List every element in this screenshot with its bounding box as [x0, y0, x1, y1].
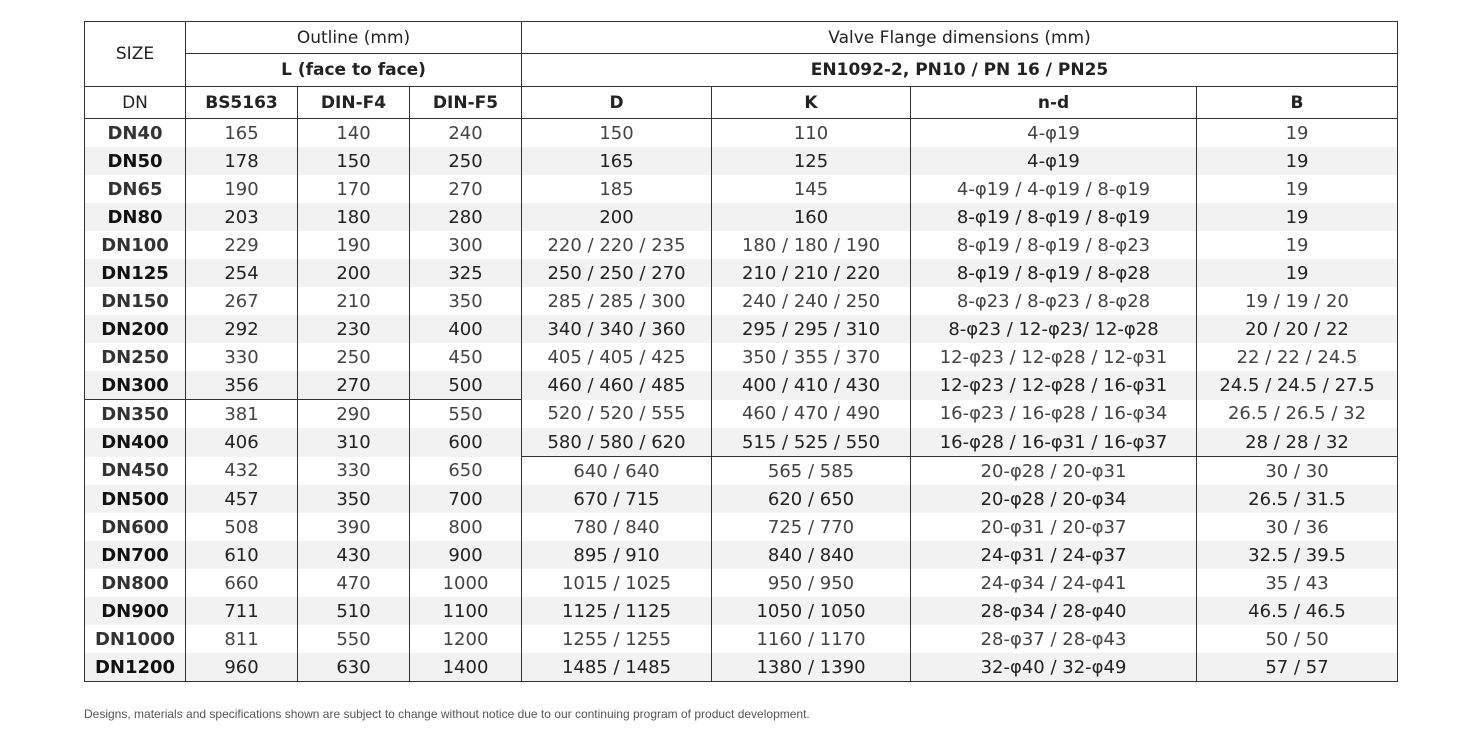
cell-size: DN600 — [85, 513, 186, 541]
cell-din-f4: 210 — [298, 287, 410, 315]
cell-n-d: 12-φ23 / 12-φ28 / 16-φ31 — [911, 371, 1197, 400]
cell-bs5163: 711 — [186, 597, 298, 625]
cell-bs5163: 229 — [186, 231, 298, 259]
cell-k: 125 — [712, 147, 911, 175]
cell-bs5163: 254 — [186, 259, 298, 287]
table-row — [85, 259, 1398, 287]
cell-bs5163: 356 — [186, 371, 298, 400]
cell-size: DN50 — [85, 147, 186, 175]
cell-k: 1160 / 1170 — [712, 625, 911, 653]
cell-d: 150 — [522, 119, 712, 148]
cell-k: 620 / 650 — [712, 485, 911, 513]
cell-b: 30 / 30 — [1197, 457, 1398, 486]
cell-b: 19 / 19 / 20 — [1197, 287, 1398, 315]
cell-size: DN350 — [85, 400, 186, 429]
cell-n-d: 16-φ28 / 16-φ31 / 16-φ37 — [911, 428, 1197, 457]
column-header-n-d: n-d — [911, 87, 1197, 119]
cell-n-d: 4-φ19 — [911, 147, 1197, 175]
column-header-din-f5: DIN-F5 — [410, 87, 522, 119]
cell-size: DN1200 — [85, 653, 186, 682]
table-row — [85, 625, 1398, 653]
cell-din-f4: 330 — [298, 457, 410, 486]
cell-d: 340 / 340 / 360 — [522, 315, 712, 343]
cell-din-f4: 550 — [298, 625, 410, 653]
cell-n-d: 8-φ19 / 8-φ19 / 8-φ23 — [911, 231, 1197, 259]
size-header: SIZE — [85, 22, 186, 87]
cell-b: 22 / 22 / 24.5 — [1197, 343, 1398, 371]
cell-din-f5: 270 — [410, 175, 522, 203]
cell-b: 30 / 36 — [1197, 513, 1398, 541]
cell-din-f4: 150 — [298, 147, 410, 175]
cell-din-f5: 600 — [410, 428, 522, 457]
cell-size: DN80 — [85, 203, 186, 231]
standard-header: EN1092-2, PN10 / PN 16 / PN25 — [522, 54, 1398, 87]
cell-din-f4: 310 — [298, 428, 410, 457]
cell-size: DN800 — [85, 569, 186, 597]
cell-b: 35 / 43 — [1197, 569, 1398, 597]
cell-size: DN100 — [85, 231, 186, 259]
cell-size: DN500 — [85, 485, 186, 513]
cell-b: 19 — [1197, 119, 1398, 148]
cell-bs5163: 381 — [186, 400, 298, 429]
cell-bs5163: 406 — [186, 428, 298, 457]
footnote: Designs, materials and specifications shown are subject to change without notice due to our continuing program of product development. — [84, 707, 810, 721]
table-row — [85, 541, 1398, 569]
cell-n-d: 20-φ31 / 20-φ37 — [911, 513, 1197, 541]
table-row — [85, 428, 1398, 457]
cell-din-f5: 240 — [410, 119, 522, 148]
cell-k: 240 / 240 / 250 — [712, 287, 911, 315]
cell-din-f4: 270 — [298, 371, 410, 400]
cell-d: 220 / 220 / 235 — [522, 231, 712, 259]
cell-din-f5: 700 — [410, 485, 522, 513]
cell-d: 285 / 285 / 300 — [522, 287, 712, 315]
cell-size: DN250 — [85, 343, 186, 371]
cell-din-f5: 1400 — [410, 653, 522, 682]
cell-din-f4: 170 — [298, 175, 410, 203]
valve-flange-header: Valve Flange dimensions (mm) — [522, 22, 1398, 54]
cell-din-f4: 250 — [298, 343, 410, 371]
cell-din-f5: 550 — [410, 400, 522, 429]
cell-k: 145 — [712, 175, 911, 203]
cell-din-f4: 350 — [298, 485, 410, 513]
cell-bs5163: 292 — [186, 315, 298, 343]
column-header-d: D — [522, 87, 712, 119]
cell-b: 26.5 / 26.5 / 32 — [1197, 400, 1398, 429]
cell-d: 405 / 405 / 425 — [522, 343, 712, 371]
table-row — [85, 569, 1398, 597]
cell-k: 950 / 950 — [712, 569, 911, 597]
table-row — [85, 653, 1398, 682]
cell-size: DN200 — [85, 315, 186, 343]
cell-din-f5: 800 — [410, 513, 522, 541]
table-row — [85, 231, 1398, 259]
cell-d: 1015 / 1025 — [522, 569, 712, 597]
cell-din-f5: 1000 — [410, 569, 522, 597]
cell-bs5163: 190 — [186, 175, 298, 203]
cell-din-f4: 290 — [298, 400, 410, 429]
cell-din-f5: 325 — [410, 259, 522, 287]
cell-n-d: 24-φ31 / 24-φ37 — [911, 541, 1197, 569]
table-row — [85, 457, 1398, 486]
cell-d: 640 / 640 — [522, 457, 712, 486]
cell-din-f4: 190 — [298, 231, 410, 259]
valve-spec-table-container — [84, 21, 1397, 682]
cell-din-f5: 650 — [410, 457, 522, 486]
cell-size: DN400 — [85, 428, 186, 457]
table-row — [85, 147, 1398, 175]
cell-din-f4: 430 — [298, 541, 410, 569]
cell-size: DN300 — [85, 371, 186, 400]
cell-d: 670 / 715 — [522, 485, 712, 513]
cell-d: 895 / 910 — [522, 541, 712, 569]
cell-size: DN150 — [85, 287, 186, 315]
cell-n-d: 16-φ23 / 16-φ28 / 16-φ34 — [911, 400, 1197, 429]
table-row — [85, 485, 1398, 513]
cell-din-f5: 280 — [410, 203, 522, 231]
cell-k: 295 / 295 / 310 — [712, 315, 911, 343]
cell-d: 1255 / 1255 — [522, 625, 712, 653]
cell-bs5163: 508 — [186, 513, 298, 541]
cell-k: 515 / 525 / 550 — [712, 428, 911, 457]
cell-n-d: 20-φ28 / 20-φ34 — [911, 485, 1197, 513]
cell-bs5163: 960 — [186, 653, 298, 682]
cell-k: 840 / 840 — [712, 541, 911, 569]
cell-n-d: 28-φ34 / 28-φ40 — [911, 597, 1197, 625]
cell-din-f4: 510 — [298, 597, 410, 625]
cell-d: 200 — [522, 203, 712, 231]
table-row — [85, 513, 1398, 541]
cell-din-f5: 500 — [410, 371, 522, 400]
cell-size: DN700 — [85, 541, 186, 569]
cell-din-f4: 390 — [298, 513, 410, 541]
table-row — [85, 597, 1398, 625]
table-row — [85, 119, 1398, 148]
cell-din-f4: 470 — [298, 569, 410, 597]
table-row — [85, 203, 1398, 231]
cell-d: 580 / 580 / 620 — [522, 428, 712, 457]
cell-size: DN65 — [85, 175, 186, 203]
cell-din-f4: 140 — [298, 119, 410, 148]
valve-spec-table — [84, 21, 1398, 682]
cell-k: 160 — [712, 203, 911, 231]
cell-k: 180 / 180 / 190 — [712, 231, 911, 259]
face-to-face-header: L (face to face) — [186, 54, 522, 87]
cell-din-f4: 230 — [298, 315, 410, 343]
cell-din-f5: 350 — [410, 287, 522, 315]
cell-d: 185 — [522, 175, 712, 203]
cell-k: 1380 / 1390 — [712, 653, 911, 682]
cell-bs5163: 457 — [186, 485, 298, 513]
cell-n-d: 12-φ23 / 12-φ28 / 12-φ31 — [911, 343, 1197, 371]
cell-k: 565 / 585 — [712, 457, 911, 486]
cell-d: 1125 / 1125 — [522, 597, 712, 625]
cell-n-d: 28-φ37 / 28-φ43 — [911, 625, 1197, 653]
cell-din-f5: 450 — [410, 343, 522, 371]
cell-k: 460 / 470 / 490 — [712, 400, 911, 429]
table-row — [85, 175, 1398, 203]
cell-b: 57 / 57 — [1197, 653, 1398, 682]
cell-size: DN450 — [85, 457, 186, 486]
cell-din-f4: 630 — [298, 653, 410, 682]
cell-n-d: 20-φ28 / 20-φ31 — [911, 457, 1197, 486]
cell-d: 165 — [522, 147, 712, 175]
cell-bs5163: 267 — [186, 287, 298, 315]
cell-din-f4: 200 — [298, 259, 410, 287]
cell-k: 210 / 210 / 220 — [712, 259, 911, 287]
cell-k: 350 / 355 / 370 — [712, 343, 911, 371]
cell-k: 1050 / 1050 — [712, 597, 911, 625]
cell-b: 19 — [1197, 231, 1398, 259]
cell-k: 725 / 770 — [712, 513, 911, 541]
table-body — [85, 119, 1398, 682]
cell-size: DN125 — [85, 259, 186, 287]
cell-bs5163: 165 — [186, 119, 298, 148]
cell-n-d: 4-φ19 — [911, 119, 1197, 148]
cell-b: 19 — [1197, 259, 1398, 287]
table-row — [85, 400, 1398, 429]
cell-din-f5: 1200 — [410, 625, 522, 653]
table-row — [85, 371, 1398, 400]
cell-d: 780 / 840 — [522, 513, 712, 541]
cell-bs5163: 330 — [186, 343, 298, 371]
cell-k: 400 / 410 / 430 — [712, 371, 911, 400]
cell-size: DN40 — [85, 119, 186, 148]
cell-din-f5: 300 — [410, 231, 522, 259]
cell-bs5163: 432 — [186, 457, 298, 486]
column-header-b: B — [1197, 87, 1398, 119]
cell-bs5163: 660 — [186, 569, 298, 597]
cell-n-d: 8-φ23 / 8-φ23 / 8-φ28 — [911, 287, 1197, 315]
cell-b: 26.5 / 31.5 — [1197, 485, 1398, 513]
cell-d: 460 / 460 / 485 — [522, 371, 712, 400]
cell-size: DN900 — [85, 597, 186, 625]
cell-d: 1485 / 1485 — [522, 653, 712, 682]
table-row — [85, 343, 1398, 371]
cell-bs5163: 811 — [186, 625, 298, 653]
cell-k: 110 — [712, 119, 911, 148]
column-header-k: K — [712, 87, 911, 119]
cell-bs5163: 203 — [186, 203, 298, 231]
cell-b: 19 — [1197, 147, 1398, 175]
cell-n-d: 24-φ34 / 24-φ41 — [911, 569, 1197, 597]
cell-b: 24.5 / 24.5 / 27.5 — [1197, 371, 1398, 400]
table-row — [85, 315, 1398, 343]
cell-size: DN1000 — [85, 625, 186, 653]
cell-din-f4: 180 — [298, 203, 410, 231]
cell-din-f5: 1100 — [410, 597, 522, 625]
cell-b: 19 — [1197, 175, 1398, 203]
cell-b: 28 / 28 / 32 — [1197, 428, 1398, 457]
cell-b: 50 / 50 — [1197, 625, 1398, 653]
cell-n-d: 8-φ19 / 8-φ19 / 8-φ19 — [911, 203, 1197, 231]
cell-n-d: 32-φ40 / 32-φ49 — [911, 653, 1197, 682]
cell-b: 19 — [1197, 203, 1398, 231]
column-header-din-f4: DIN-F4 — [298, 87, 410, 119]
cell-n-d: 8-φ23 / 12-φ23/ 12-φ28 — [911, 315, 1197, 343]
table-row — [85, 287, 1398, 315]
cell-b: 20 / 20 / 22 — [1197, 315, 1398, 343]
outline-header: Outline (mm) — [186, 22, 522, 54]
column-header-dn: DN — [85, 87, 186, 119]
column-header-bs5163: BS5163 — [186, 87, 298, 119]
cell-d: 520 / 520 / 555 — [522, 400, 712, 429]
cell-n-d: 8-φ19 / 8-φ19 / 8-φ28 — [911, 259, 1197, 287]
cell-n-d: 4-φ19 / 4-φ19 / 8-φ19 — [911, 175, 1197, 203]
cell-b: 32.5 / 39.5 — [1197, 541, 1398, 569]
cell-b: 46.5 / 46.5 — [1197, 597, 1398, 625]
cell-d: 250 / 250 / 270 — [522, 259, 712, 287]
cell-din-f5: 900 — [410, 541, 522, 569]
cell-din-f5: 400 — [410, 315, 522, 343]
cell-bs5163: 178 — [186, 147, 298, 175]
cell-bs5163: 610 — [186, 541, 298, 569]
cell-din-f5: 250 — [410, 147, 522, 175]
